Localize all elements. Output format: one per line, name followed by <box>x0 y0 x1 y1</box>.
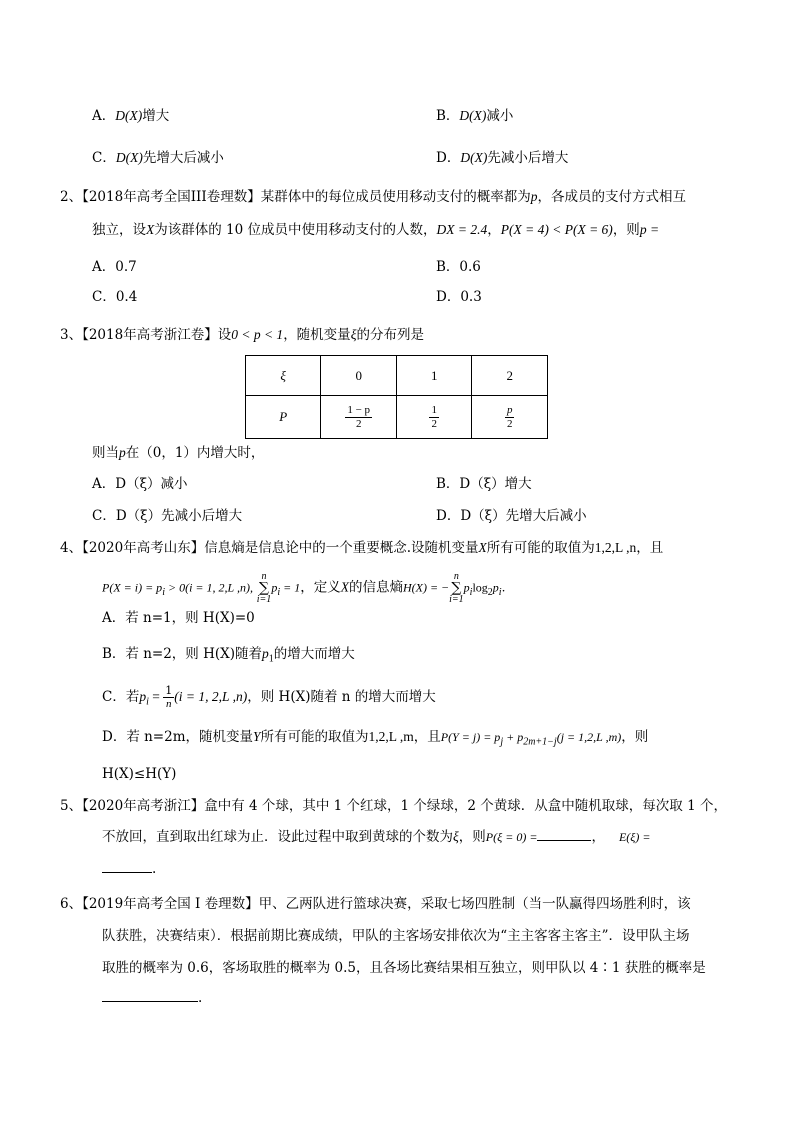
q1-option-c: C．D(X)先增大后减小 <box>92 150 224 166</box>
q2-option-c: C．0.4 <box>92 289 138 305</box>
q6-line2: 队获胜，决赛结束）．根据前期比赛成绩，甲队的主客场安排依次为“主主客客主客主”．设甲队主场 <box>102 928 690 944</box>
table-cell <box>321 396 397 439</box>
answer-blank <box>102 1001 198 1002</box>
fraction: $\frac{1}{n}$ <box>165 684 173 710</box>
q4-option-d-line2: H(X)≤H(Y) <box>102 766 177 782</box>
q3-source: 【2018年高考浙江卷】 <box>82 327 218 343</box>
q3-option-b: B．D（ξ）增大 <box>436 476 532 492</box>
table-cell: ξ <box>246 356 321 396</box>
q4-source: 【2020年高考山东】 <box>82 540 205 556</box>
q6-line3: 取胜的概率为 0.6，客场取胜的概率为 0.5，且各场比赛结果相互独立，则甲队以 4∶1 获胜的概率是 <box>102 960 706 976</box>
sum-symbol: n ∑ i=1 <box>256 571 272 605</box>
q1-option-d: D．D(X)先减小后增大 <box>436 150 569 166</box>
q2-line2: 独立，设X为该群体的 10 位成员中使用移动支付的人数，DX = 2.4，P(X = 4) < P(X = 6)，则p = <box>92 222 660 238</box>
fraction: $\frac{p}{2}$ <box>506 403 513 430</box>
q2-option-b: B．0.6 <box>436 259 481 275</box>
q5-source: 【2020年高考浙江】 <box>82 798 205 814</box>
q5-line2: 不放回，直到取出红球为止．设此过程中取到黄球的个数为ξ，则P(ξ = 0) = ， E(ξ) = <box>102 829 651 845</box>
q6-line1: 6、【2019年高考全国 I 卷理数】甲、乙两队进行篮球决赛，采取七场四胜制（当一队赢得四场胜利时，该 <box>60 896 691 912</box>
fraction: $\frac{1 - p}{2}$ <box>347 403 371 430</box>
q4-option-c: C．若$p_i$ = $\frac{1}{n}$ (i = 1, 2,L ,n)，则 H(X)随着 n 的增大而增大 <box>102 684 436 710</box>
q6-source: 【2019年高考全国 I 卷理数】 <box>82 896 259 912</box>
q1-option-a: A．D(X)增大 <box>92 108 170 124</box>
q3-condition: 则当p在（0，1）内增大时， <box>92 445 265 461</box>
q4-option-b: B．若 n=2，则 H(X)随着$p_1$的增大而增大 <box>102 646 355 665</box>
table-cell: 1 <box>396 356 472 396</box>
q3-stem: 3、【2018年高考浙江卷】设0 < p < 1，随机变量ξ的分布列是 <box>60 327 424 343</box>
table-row <box>246 396 548 439</box>
answer-blank <box>537 840 591 841</box>
table-cell: 2 <box>472 356 548 396</box>
q2-source: 【2018年高考全国III卷理数】 <box>82 189 261 205</box>
q3-option-d: D．D（ξ）先增大后减小 <box>436 508 587 524</box>
table-cell <box>472 396 548 439</box>
q3-option-a: A．D（ξ）减小 <box>92 476 188 492</box>
sum-symbol: n ∑ i=1 <box>449 571 464 605</box>
q4-option-a: A．若 n=1，则 H(X)=0 <box>102 610 255 626</box>
distribution-table <box>245 355 548 439</box>
table-row <box>246 356 548 396</box>
q6-line4: . <box>102 988 202 1008</box>
q2-option-d: D．0.3 <box>436 289 482 305</box>
q4-option-d: D．若 n=2m，随机变量Y所有可能的取值为1,2,L ,m，且$P(Y = j) = p_j + p_{2m+1-j}(j = 1,2,L$ ,m)，则 <box>102 729 649 748</box>
q3-option-c: C．D（ξ）先减小后增大 <box>92 508 243 524</box>
answer-blank <box>102 872 152 873</box>
q2-line1: 2、【2018年高考全国III卷理数】某群体中的每位成员使用移动支付的概率都为p，各成员的支付方式相互 <box>60 189 686 205</box>
q4-line2: $P(X = i) = p_i > 0(i = 1$, 2,L ,n), n ∑ i=1 $p_i = 1$，定义X的信息熵H(X) = − n ∑ i=1 $p_i\log_2p_i$. <box>102 571 506 605</box>
q4-line1: 4、【2020年高考山东】信息熵是信息论中的一个重要概念.设随机变量X所有可能的取值为1,2,L ,n，且 <box>60 540 664 556</box>
table-cell <box>396 396 472 439</box>
q2-option-a: A．0.7 <box>92 259 137 275</box>
q1-option-b: B．D(X)减小 <box>436 108 514 124</box>
table-cell: P <box>246 396 321 439</box>
q5-line3: . <box>102 859 156 879</box>
q5-line1: 5、【2020年高考浙江】盒中有 4 个球，其中 1 个红球，1 个绿球，2 个黄球．从盒中随机取球，每次取 1 个， <box>60 798 727 814</box>
table-cell: 0 <box>321 356 397 396</box>
fraction: $\frac{1}{2}$ <box>431 403 437 430</box>
